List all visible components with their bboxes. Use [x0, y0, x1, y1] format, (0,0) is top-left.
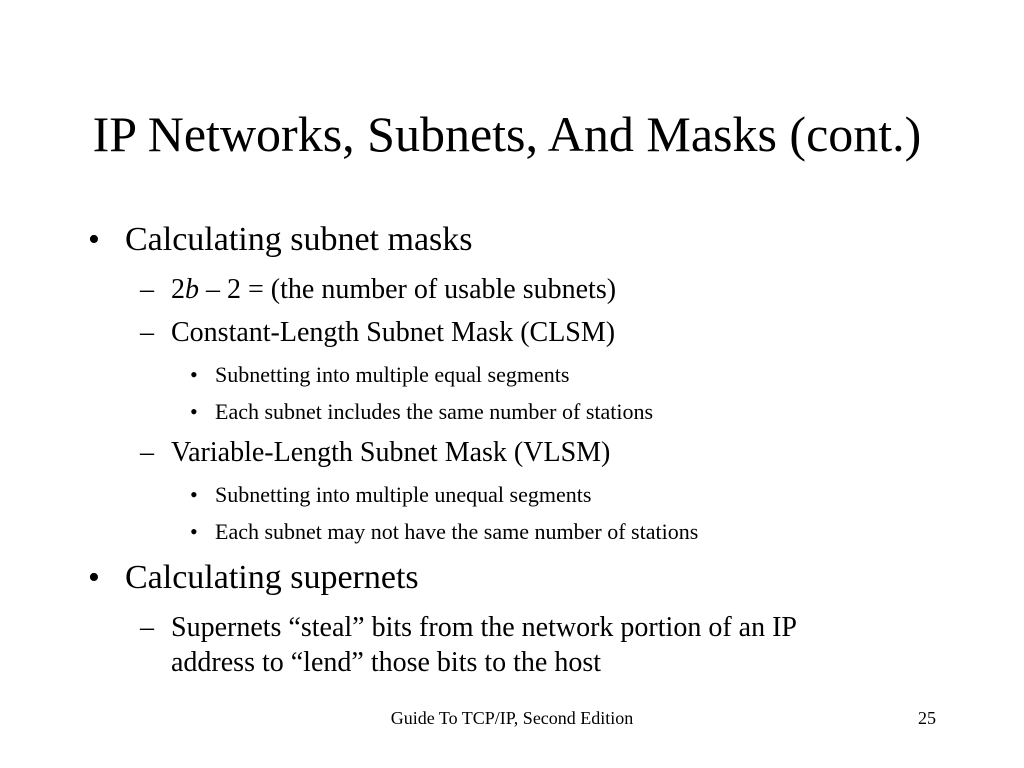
sub-bullet-marker: –	[140, 437, 154, 468]
sub-bullet-marker: –	[140, 612, 154, 643]
slide-footer: Guide To TCP/IP, Second Edition	[390, 708, 634, 728]
sub-sub-bullet-marker: •	[190, 482, 198, 507]
bullet-marker: •	[88, 221, 100, 258]
sub-bullet-usable-subnets-formula	[171, 273, 616, 307]
sub-sub-bullet-equal-segments: Subnetting into multiple equal segments	[215, 362, 570, 387]
sub-sub-bullet-marker: •	[190, 399, 198, 424]
sub-bullet-clsm: Constant-Length Subnet Mask (CLSM)	[171, 317, 616, 348]
sub-bullet-supernets-line2: address to “lend” those bits to the host	[171, 647, 602, 678]
formula-rest: – 2 = (the number of usable subnets)	[199, 274, 617, 305]
slide-title: IP Networks, Subnets, And Masks (cont.)	[92, 106, 922, 162]
sub-bullet-marker: –	[140, 274, 154, 305]
sub-sub-bullet-unequal-segments: Subnetting into multiple unequal segments	[215, 482, 592, 507]
sub-bullet-marker: –	[140, 317, 154, 348]
sub-bullet-vlsm: Variable-Length Subnet Mask (VLSM)	[171, 437, 611, 468]
formula-base: 2	[171, 274, 185, 305]
sub-sub-bullet-marker: •	[190, 362, 198, 387]
sub-sub-bullet-same-stations: Each subnet includes the same number of stations	[215, 399, 654, 424]
sub-sub-bullet-marker: •	[190, 519, 198, 544]
page-number: 25	[918, 708, 936, 728]
formula-variable: b	[185, 274, 199, 305]
bullet-marker: •	[88, 559, 100, 596]
sub-bullet-supernets-line1: Supernets “steal” bits from the network portion of an IP	[171, 612, 797, 643]
bullet-calculating-subnet-masks: Calculating subnet masks	[125, 221, 473, 258]
bullet-calculating-supernets: Calculating supernets	[125, 559, 419, 596]
sub-sub-bullet-not-same-stations: Each subnet may not have the same number of stations	[215, 519, 699, 544]
